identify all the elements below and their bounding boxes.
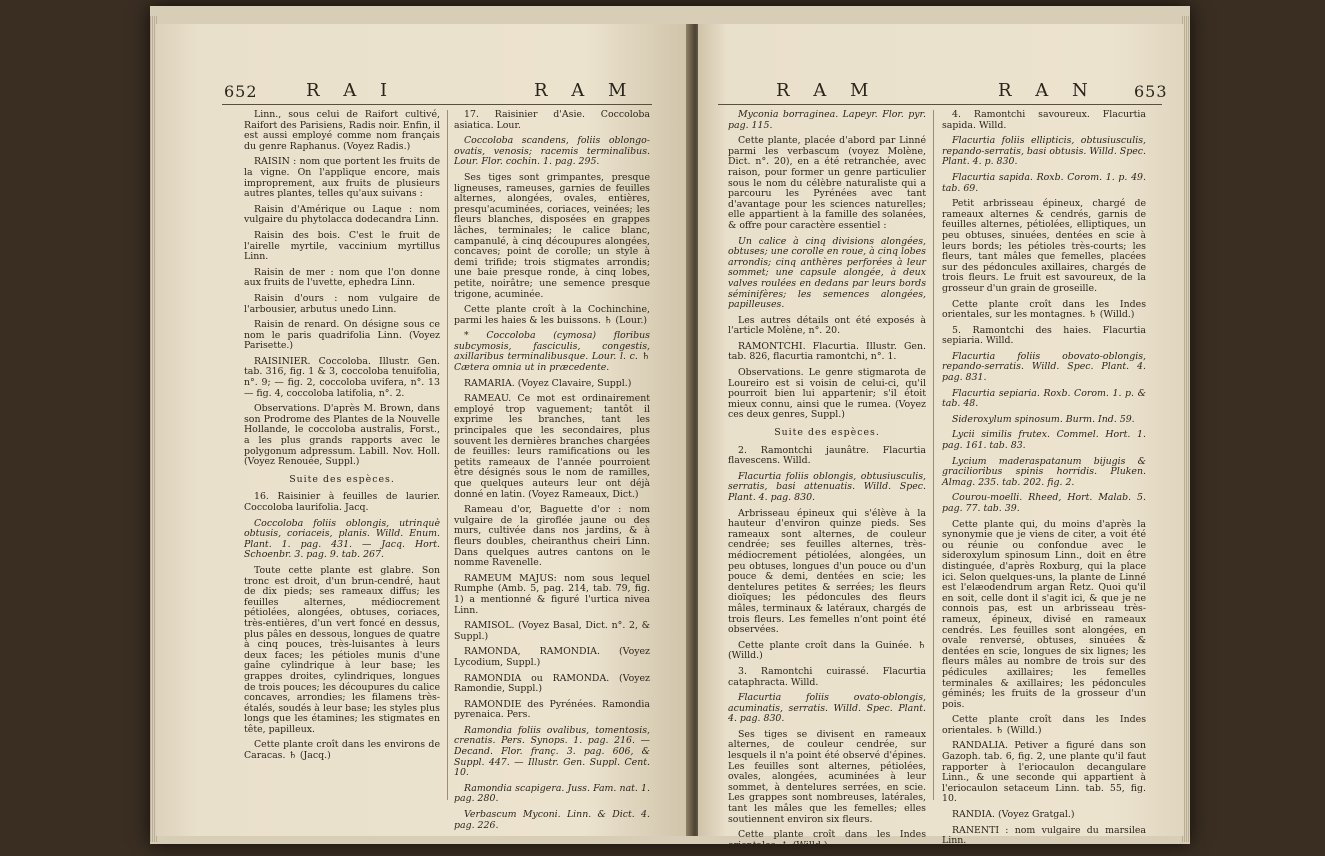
paragraph: * Coccoloba (cymosa) floribus subcymosis, fasciculis, congestis, axillaribus terminalibusque. Lour. l. c. ♄ Cætera omnia ut in præcedente. <box>454 330 650 374</box>
column-divider <box>447 110 448 800</box>
paragraph: Flacurtia foliis oblongis, obtusiusculis, serratis, basi attenuatis. Willd. Spec. Plant. 4. pag. 830. <box>728 470 926 503</box>
paragraph: Lycium maderaspatanum bijugis & gracilioribus spinis horridis. Pluken. Almag. 235. tab. 202. fig. 2. <box>942 455 1146 488</box>
paragraph: Cette plante qui, du moins d'après la synonymie que je viens de citer, a voit été ou réunie ou confondue avec le sideroxylum spinosum Linn., doit en être distinguée, d'après Roxburg, qui la place ici. Selon quelques-uns, la plante de Linné est l'elæodendrum argan Retz. Quoi qu'il en soit, celle dont il s'agit ici, & que je ne connois pas, est un arbrisseau très-rameux, épineux, divisé en rameaux cendrés. Les feuilles sont alongées, en ovale renversé, obtuses, sinuées & dentées en scie, longues de six lignes; les fleurs mâles au nombre de trois sur des pédicules axillaires; les femelles terminales & axillaires; les pédoncules géminés; les fruits de la grosseur d'un pois. <box>942 518 1146 710</box>
running-head-left: R A I <box>306 80 397 101</box>
paragraph: Lycii similis frutex. Commel. Hort. 1. pag. 161. tab. 83. <box>942 429 1146 452</box>
left-page <box>156 24 692 836</box>
open-book <box>150 6 1190 851</box>
paragraph: Ses tiges se divisent en rameaux alternes, de couleur cendrée, sur lesquels il n'a point été observé d'épines. Les feuilles sont alternes, pétiolées, ovales, alongées, acuminées à leur sommet, à dentelures serrées, en scie. Les grappes sont nombreuses, latérales, tant les mâles que les femelles; elles soutiennent environ six fleurs. <box>728 728 926 825</box>
text-column-2 <box>454 110 650 836</box>
running-head-right: R A N <box>998 80 1097 101</box>
paragraph: Raisin de mer : nom que l'on donne aux fruits de l'uvette, ephedra Linn. <box>244 266 440 289</box>
paragraph: 5. Ramontchi des haies. Flacurtia sepiaria. Willd. <box>942 324 1146 347</box>
paragraph: RAMEUM MAJUS: nom sous lequel Rumphe (Amb. 5, pag. 214, tab. 79, fig. 1) a mentionné & figuré l'urtica nivea Linn. <box>454 572 650 616</box>
paragraph: Cette plante croît dans les Indes orientales, sur les montagnes. ♄ (Willd.) <box>942 298 1146 321</box>
paragraph: Petit arbrisseau épineux, chargé de rameaux alternes & cendrés, garnis de feuilles alternes, pétiolées, elliptiques, un peu obtuses, sinuées, dentées en scie à leurs bords; les pétioles très-courts; les fleurs, tant mâles que femelles, placées sur des pédoncules axillaires, chargés de trois fleurs. Le fruit est savoureux, de la grosseur d'un grain de groseille. <box>942 198 1146 294</box>
paragraph: RAMONTCHI. Flacurtia. Illustr. Gen. tab. 826, flacurtia ramontchi, n°. 1. <box>728 340 926 363</box>
paragraph: Cette plante croît dans la Guinée. ♄ (Willd.) <box>728 639 926 662</box>
paragraph: Rameau d'or, Baguette d'or : nom vulgaire de la giroflée jaune ou des murs, cultivée dans nos jardins, & à fleurs doubles, cheiranthus cheiri Linn. Dans quelques autres cantons on le nomme Ravenelle. <box>454 504 650 569</box>
page-number: 653 <box>1134 82 1168 101</box>
page-number: 652 <box>224 82 258 101</box>
paragraph: 3. Ramontchi cuirassé. Flacurtia cataphracta. Willd. <box>728 665 926 688</box>
text-column-1 <box>244 110 440 767</box>
paragraph: Courou-moelli. Rheed, Hort. Malab. 5. pag. 77. tab. 39. <box>942 492 1146 514</box>
section-heading: Suite des espèces. <box>774 427 880 439</box>
paragraph: 2. Ramontchi jaunâtre. Flacurtia flavescens. Willd. <box>728 444 926 467</box>
paragraph: RAMISOL. (Voyez Basal, Dict. n°. 2, & Suppl.) <box>454 620 650 642</box>
paragraph: Flacurtia foliis obovato-oblongis, repando-serratis. Willd. Spec. Plant. 4. pag. 831. <box>942 350 1146 384</box>
paragraph: Cette plante croît à la Cochinchine, parmi les haies & les buissons. ♄ (Lour.) <box>454 304 650 326</box>
paragraph: Les autres détails ont été exposés à l'article Molène, n°. 20. <box>728 314 926 337</box>
paragraph: Observations. D'après M. Brown, dans son Prodrome des Plantes de la Nouvelle Hollande, le coccoloba australis, Forst., a les plus grands rapports avec le polygonum adpressum. Labill. Nov. Holl. (Voyez Renouée, Suppl.) <box>244 403 440 468</box>
left-page-header <box>156 76 692 106</box>
paragraph: Ses tiges sont grimpantes, presque ligneuses, rameuses, garnies de feuilles alternes, alongées, ovales, entières, presqu'acuminées, coriaces, veinées; les fleurs blanches, disposées en grappes lâches, terminales; le calice blanc, campanulé, à cinq découpures alongées, concaves; point de corolle; un style à demi trifide; trois stigmates arrondis; une baie presque ronde, à cinq lobes, petite, noirâtre; une semence presque trigone, acuminée. <box>454 171 650 300</box>
running-head-left: R A M <box>776 80 878 101</box>
paragraph: Sideroxylum spinosum. Burm. Ind. 59. <box>952 413 1135 425</box>
column-divider <box>933 110 934 800</box>
paragraph: RAMONDA, RAMONDIA. (Voyez Lycodium, Suppl.) <box>454 646 650 668</box>
paragraph: Flacurtia sapida. Roxb. Corom. 1. p. 49. tab. 69. <box>942 171 1146 194</box>
paragraph: Coccoloba scandens, foliis oblongo-ovatis, venosis; racemis terminalibus. Lour. Flor. cochin. 1. pag. 295. <box>454 135 650 168</box>
paragraph: Flacurtia sepiaria. Roxb. Corom. 1. p. & tab. 48. <box>942 387 1146 410</box>
paragraph: Un calice à cinq divisions alongées, obtuses; une corolle en roue, à cinq lobes arrondis; cinq anthères perforées à leur sommet; une capsule alongée, à deux valves roulées en dedans par leurs bords séminifères; les semences alongées, papilleuses. <box>728 235 926 311</box>
paragraph: Raisin d'ours : nom vulgaire de l'arbousier, arbutus unedo Linn. <box>244 292 440 315</box>
paragraph: Cette plante croît dans les Indes orientales. ♄ (Willd.) <box>942 714 1146 736</box>
paragraph: RAISINIER. Coccoloba. Illustr. Gen. tab. 316, fig. 1 & 3, coccoloba tenuifolia, n°. 9; — fig. 2, coccoloba uvifera, n°. 13 — fig. 4, coccoloba latifolia, n°. 2. <box>244 355 440 399</box>
paragraph: Myconia borraginea. Lapeyr. Flor. pyr. pag. 115. <box>728 109 926 131</box>
paragraph: Raisin d'Amérique ou Laque : nom vulgaire du phytolacca dodecandra Linn. <box>244 203 440 226</box>
paragraph: Observations. Le genre stigmarota de Loureiro est si voisin de celui-ci, qu'il pourroit bien lui appartenir; s'il étoit mieux connu, ainsi que le rumea. (Voyez ces deux genres, Suppl.) <box>728 367 926 421</box>
paragraph: Cette plante, placée d'abord par Linné parmi les verbascum (voyez Molène, Dict. n°. 20), en a été retranchée, avec raison, pour former un genre particulier sous le nom du célèbre naturaliste qui a parcouru les Pyrénées avec tant d'avantage pour les sciences naturelles; elle appartient à la famille des solanées, & offre pour caractère essentiel : <box>728 135 926 231</box>
paragraph: Arbrisseau épineux qui s'élève à la hauteur d'environ quinze pieds. Ses rameaux sont alternes, de couleur cendrée; ses feuilles alternes, très-médiocrement pétiolées, alongées, un peu obtuses, longues d'un pouce ou d'un pouce & demi, dentées en scie; les dentelures petites & serrées; les fleurs dioïques; les pédoncules des fleurs mâles, terminaux & latéraux, chargés de trois fleurs. Les femelles n'ont point été observées. <box>728 507 926 636</box>
paragraph: Cette plante croît dans les Indes orientales. ♄ (Willd.) <box>728 829 926 851</box>
header-rule <box>222 104 652 105</box>
header-rule <box>718 104 1162 105</box>
paragraph: Raisin des bois. C'est le fruit de l'airelle myrtile, vaccinium myrtillus Linn. <box>244 229 440 263</box>
paragraph: Raisin de renard. On désigne sous ce nom le paris quadrifolia Linn. (Voyez Parisette.) <box>244 319 440 352</box>
section-heading: Suite des espèces. <box>289 473 395 485</box>
paragraph: RAMARIA. (Voyez Clavaire, Suppl.) <box>464 377 632 389</box>
paragraph: 4. Ramontchi savoureux. Flacurtia sapida. Willd. <box>942 109 1146 131</box>
text-column-1 <box>728 110 926 856</box>
paragraph: Linn., sous celui de Raifort cultivé, Raifort des Parisiens, Radis noir. Enfin, il est aussi employé comme nom français du genre Raphanus. (Voyez Radis.) <box>244 109 440 152</box>
paragraph: Toute cette plante est glabre. Son tronc est droit, d'un brun-cendré, haut de dix pieds; ses rameaux diffus; les feuilles alternes, médiocrement pétiolées, alongées, obtuses, coriaces, très-entières, d'un vert foncé en dessus, plus pâles en dessous, longues de quatre à cinq pouces, très-luisantes à leurs deux faces; les pétioles munis d'une gaîne cylindrique à leur base; les grappes droites, cylindriques, longues de trois pouces; les découpures du calice concaves, arrondies; les filamens très-étalés, soudés à leur base; les styles plus longs que les étamines; les stigmates en tête, papilleux. <box>244 564 440 735</box>
running-head-right: R A M <box>534 80 636 101</box>
right-page-header <box>698 76 1184 106</box>
paragraph: RANENTI : nom vulgaire du marsilea Linn. <box>942 824 1146 847</box>
paragraph: 16. Raisinier à feuilles de laurier. Coccoloba laurifolia. Jacq. <box>244 491 440 513</box>
paragraph: Ramondia foliis ovalibus, tomentosis, crenatis. Pers. Synops. 1. pag. 216. — Decand. Flor. franç. 3. pag. 606, & Suppl. 447. — Illustr. Gen. Suppl. Cent. 10. <box>454 724 650 779</box>
text-column-2 <box>942 110 1146 852</box>
paragraph: RAMEAU. Ce mot est ordinairement employé trop vaguement; tantôt il exprime les branches, tant les principales que les secondaires, plus souvent les dernières branches chargées de feuilles: leurs ramifications ou les petits rameaux de l'année pourroient être désignés sous le nom de ramilles, que quelques auteurs leur ont déjà donné en latin. (Voyez Rameaux, Dict.) <box>454 393 650 500</box>
paragraph: Cette plante croît dans les environs de Caracas. ♄ (Jacq.) <box>244 739 440 762</box>
paragraph: 17. Raisinier d'Asie. Coccoloba asiatica. Lour. <box>454 109 650 131</box>
paragraph: RANDALIA. Petiver a figuré dans son Gazoph. tab. 6, fig. 2, une plante qu'il faut rapporter à l'eriocaulon decangulare Linn., & une seconde qui appartient à l'eriocaulon setaceum Linn. tab. 55, fig. 10. <box>942 740 1146 805</box>
paragraph: Coccoloba foliis oblongis, utrinquè obtusis, coriaceis, planis. Willd. Enum. Plant. 1. pag. 431. — Jacq. Hort. Schoenbr. 3. pag. 9. tab. 267. <box>244 517 440 561</box>
paragraph: Verbascum Myconi. Linn. & Dict. 4. pag. 226. <box>454 809 650 831</box>
paragraph: RAMONDIA ou RAMONDA. (Voyez Ramondie, Suppl.) <box>454 672 650 695</box>
right-page <box>698 24 1184 851</box>
paragraph: Flacurtia foliis ellipticis, obtusiusculis, repando-serratis, basi obtusis. Willd. Spec. Plant. 4. p. 830. <box>942 135 1146 168</box>
paragraph: Flacurtia foliis ovato-oblongis, acuminatis, serratis. Willd. Spec. Plant. 4. pag. 830. <box>728 692 926 725</box>
paragraph: RANDIA. (Voyez Gratgal.) <box>952 809 1075 821</box>
paragraph: RAMONDIE des Pyrénées. Ramondia pyrenaica. Pers. <box>454 698 650 721</box>
paragraph: Ramondia scapigera. Juss. Fam. nat. 1. pag. 280. <box>454 782 650 805</box>
paragraph: RAISIN : nom que portent les fruits de la vigne. On l'applique encore, mais improprement, aux fruits de plusieurs autres plantes, telles qu'aux suivans : <box>244 156 440 200</box>
